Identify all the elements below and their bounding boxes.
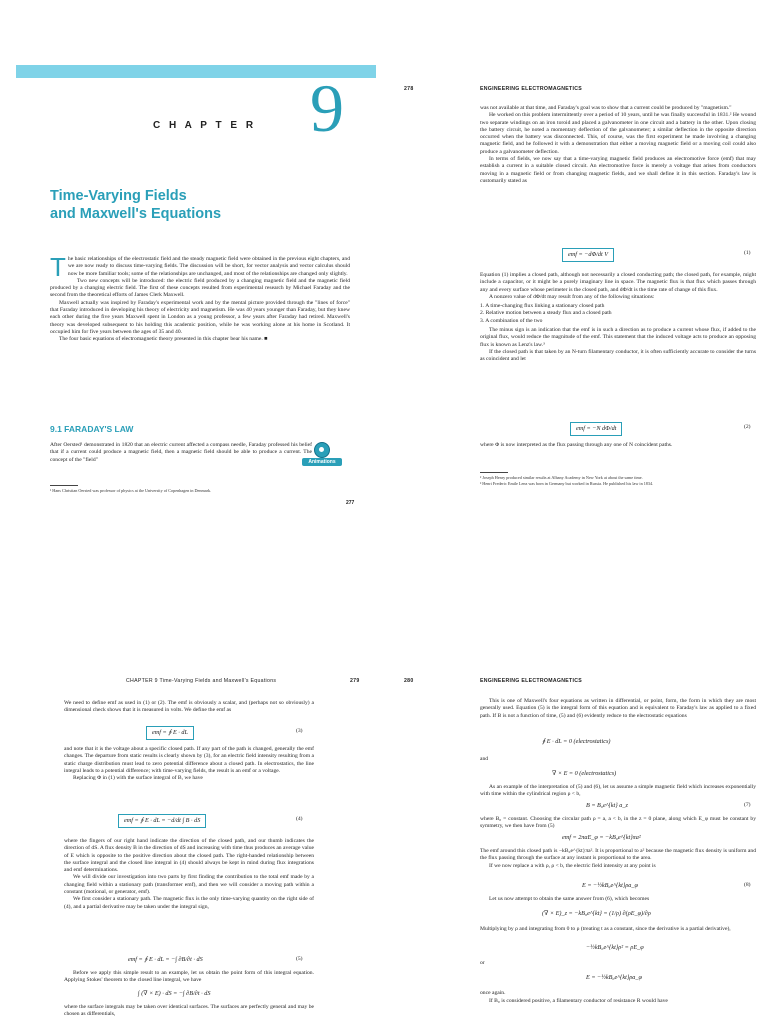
and-text: and [480,756,489,762]
footnote-3: ³ Henri Frederic Emile Lenz was born in Germany but worked in Russia. He published his law in 1834. [480,481,654,486]
equation-1-number: (1) [744,250,751,256]
equation-3: emf = ∮ E · dL [146,726,194,740]
body-c [480,848,756,870]
body-b [64,838,314,911]
intro-paragraph-1: he basic relationships of the electrostatic field and the steady magnetic field were obtained in the previous eight chapters, and we are now ready to discuss time-varying fields. The discussion will be short, for vector analysis and vector calculus should now be more familiar tools; some of the relationships are unchanged, and most of the relationships are changed only slightly. [67,256,350,277]
situation-list [480,303,756,325]
paragraph-8: where Φ is now interpreted as the flux passing through any one of N coincident paths. [480,442,673,448]
footnote: ¹ Hans Christian Oersted was professor of physics at the University of Copenhagen in Denmark. [50,488,212,493]
equation-5: emf = ∮ E · dL = −∫ ∂B/∂t · dS [128,956,203,963]
paragraph-8: once again. [480,990,506,996]
page-number: 280 [404,678,414,684]
equation-electrostatics-integral: ∮ E · dL = 0 (electrostatics) [542,738,611,745]
intro-paragraph-3: Maxwell actually was inspired by Faraday's experimental work and by the mental picture provided through the "lines of force" that Faraday introduced in developing his theory of electricity and magnetism. He was 40 years younger than Faraday, but they knew each other during the five years Maxwell spent in London as a young professor, a few years after Faraday had retired. Maxwell's theory was developed subsequent to his holding this academic position, while he was working alone at his home in Scotland. It occupied him for five years between the ages of 35 and 40. [50,299,350,335]
footnote-2: ² Joseph Henry produced similar results at Albany Academy in New York at about the same time. [480,475,643,480]
paragraph-5: We will divide our investigation into two parts by first finding the contribution to the total emf made by a changing field within a stationary path (transformer emf), and then we will consider a moving path within a constant (motional, or generator, emf). [64,874,314,896]
paragraph-4: Equation (1) implies a closed path, although not necessarily a closed conducting path; the closed path, for example, might include a capacitor, or it might be a purely imaginary line in space. The magnetic flux is that flux which passes through any and every surface whose perimeter is the closed path, and dΦ/dt is the time rate of change of this flux. [480,272,756,293]
page-279 [8,520,376,1020]
paragraph-3: In terms of fields, we now say that a time-varying magnetic field produces an electromotive force (emf) that may establish a current in a suitable closed circuit. An electromotive force is merely a voltage that arises from conductors moving in a magnetic field or from changing magnetic fields, and we shall define it in this section. Faraday's law is customarily stated as [480,156,756,184]
body-top [480,105,756,185]
chapter-number: 9 [310,70,344,146]
chapter-title [50,188,221,223]
equation-integrated: −½kB₀e^{kt}ρ² = ρE_φ [586,944,644,951]
equation-curl-z: (∇ × E)_z = −kB₀e^{kt} = (1/ρ) ∂(ρE_φ)/∂ρ [542,910,651,917]
body-a [64,746,314,782]
section-heading: 9.1 FARADAY'S LAW [50,424,134,434]
equation-6: ∫ (∇ × E) · dS = −∫ ∂B/∂t · dS [138,990,211,997]
list-item: 3. A combination of the two [480,317,543,324]
paragraph-3: Replacing Φ in (1) with the surface integral of B, we have [73,775,203,782]
equation-5-number: (5) [296,956,303,962]
paragraph-6: We first consider a stationary path. The magnetic flux is the only time-varying quantity on the right side of (4), and a partial derivative may be taken under the integral sign, [64,896,314,910]
intro-paragraph-2: Two new concepts will be introduced: the electric field produced by a changing magnetic field and the magnetic field produced by a changing electric field. The first of these concepts resulted from experimental research by Michael Faraday and the second from the theoretical efforts of James Clerk Maxwell. [50,277,350,299]
equation-8: E = −½kB₀e^{kt}ρa_φ [582,882,638,889]
paragraph-9: If B₀ is considered positive, a filamentary conductor of resistance R would have [489,998,668,1004]
paragraph-7: Before we apply this simple result to an example, let us obtain the point form of this integral equation. Applying Stokes' theorem to the closed line integral, we have [64,970,314,984]
page-number: 278 [404,86,414,92]
footnote-rule [50,485,78,486]
footnote-rule [480,472,508,473]
chapter-label: C H A P T E R [153,120,257,131]
animations-badge[interactable] [302,442,342,470]
intro-paragraph-4: The four basic equations of electromagnetic theory presented in this chapter bear his name. ■ [59,336,268,343]
paragraph-5: If we now replace a with ρ, ρ < b, the electric field intensity at any point is [489,862,656,869]
running-head: CHAPTER 9 Time-Varying Fields and Maxwell's Equations [126,678,277,684]
equation-3-number: (3) [296,728,303,734]
list-item: 1. A time-changing flux linking a stationary closed path [480,303,605,310]
equation-2-number: (2) [744,424,751,430]
page-number: 277 [346,500,355,506]
drop-cap: T [50,252,66,282]
equation-electrostatics-curl: ∇ × E = 0 (electrostatics) [552,770,617,777]
body-middle [480,272,756,364]
animations-icon [314,442,330,458]
section-text: After Oersted¹ demonstrated in 1820 that an electric current affected a compass needle, Faraday professed his belief that if a current could produce a magnetic field, then a magnetic field should be able to produce a current. The concept of the "field" [50,442,312,463]
page-number: 279 [350,678,360,684]
or-text: or [480,960,485,966]
paragraph-7: Multiplying by ρ and integrating from 0 to ρ (treating t as a constant, since the derivative is a partial derivative), [480,926,731,932]
equation-1: emf = −dΦ/dt V [562,248,614,262]
equation-7: B = B₀e^{kt} a_z [586,802,628,809]
chapter-title-line2: and Maxwell's Equations [50,205,222,222]
equation-4-number: (4) [296,816,303,822]
paragraph-2: He worked on this problem intermittently over a period of 10 years, until he was finally successful in 1831.² He wound two separate windings on an iron toroid and placed a galvanometer in one circuit and a battery in the other. Upon closing the battery circuit, he noted a momentary deflection of the galvanometer; a similar deflection in the opposite direction occurred when the battery was disconnected. This, of course, was the first experiment he made involving a changing magnetic field, and he followed it with a demonstration that either a moving magnetic field or a moving coil could also produce a galvanometer deflection. [480,112,756,155]
page-278 [392,10,760,510]
paragraph-7: If the closed path is that taken by an N-turn filamentary conductor, it is often sufficiently accurate to consider the turns as coincident and let [480,348,756,363]
equation-emf-path: emf = 2πaE_φ = −kB₀e^{kt}πa² [562,834,641,841]
paragraph-3: where B₀ = constant. Choosing the circular path ρ = a, a < b, in the z = 0 plane, along which E_φ must be constant by symmetry, we then have from (5) [480,816,756,830]
equation-result: E = −½kB₀e^{kt}ρa_φ [586,974,642,981]
paragraph-8: where the surface integrals may be taken over identical surfaces. The surfaces are perfectly general and may be chosen as differentials, [64,1004,314,1018]
paragraph-6: The minus sign is an indication that the emf is in such a direction as to produce a current whose flux, if added to the original flux, would reduce the magnitude of the emf. This statement that the induced voltage acts to produce an opposing flux is known as Lenz's law.³ [480,327,756,348]
equation-7-number: (7) [744,802,751,808]
paragraph-2: and note that it is the voltage about a specific closed path. If any part of the path is changed, generally the emf changes. The departure from static results is clearly shown by (3), for an electric field intensity resulting from a static charge distribution must lead to zero potential difference about a closed path. In electrostatics, the line integral leads to a potential difference; with time-varying fields, the result is an emf or a voltage. [64,746,314,774]
paragraph-1: We need to define emf as used in (1) or (2). The emf is obviously a scalar, and (perhaps not so obviously) a dimensional check shows that it is measured in volts. We define the emf as [64,700,314,714]
paragraph-4: where the fingers of our right hand indicate the direction of the closed path, and our thumb indicates the direction of dS. A flux density B in the direction of dS and increasing with time thus produces an average value of E which is opposite to the positive direction about the closed path. The right-handed relationship between the surface integral and the closed line integral in (4) should always be kept in mind during flux integrations and emf determinations. [64,838,314,874]
intro-text [50,252,350,344]
equation-4: emf = ∮ E · dL = −d/dt ∫ B · dS [118,814,206,828]
running-head: ENGINEERING ELECTROMAGNETICS [480,86,583,92]
equation-2: emf = −N dΦ/dt [570,422,622,436]
equation-8-number: (8) [744,882,751,888]
paragraph-1: This is one of Maxwell's four equations as written in differential, or point, form, the form in which they are most generally used. Equation (5) is the integral form of this equation and is equivalent to Faraday's law as applied to a fixed path. If B is not a function of time, (5) and (6) evidently reduce to the electrostatic equations [480,698,756,719]
paragraph-2: As an example of the interpretation of (5) and (6), let us assume a simple magnetic field which increases exponentially with time within the cylindrical region ρ < b, [480,784,756,798]
page-280 [392,520,760,1020]
list-item: 2. Relative motion between a steady flux and a closed path [480,310,612,317]
running-head: ENGINEERING ELECTROMAGNETICS [480,678,583,684]
animations-label: Animations [302,458,342,466]
paragraph-4: The emf around this closed path is −kB₀e^{kt}πa². It is proportional to a² because the magnetic flux density is uniform and the flux passing through the surface at any instant is proportional to the area. [480,848,756,862]
paragraph-6: Let us now attempt to obtain the same answer from (6), which becomes [489,896,650,902]
page-277 [8,10,376,510]
paragraph-5: A nonzero value of dΦ/dt may result from any of the following situations: [489,293,655,300]
paragraph-1: was not available at that time, and Faraday's goal was to show that a current could be produced by "magnetism." [480,105,732,111]
chapter-title-line1: Time-Varying Fields [50,188,187,204]
